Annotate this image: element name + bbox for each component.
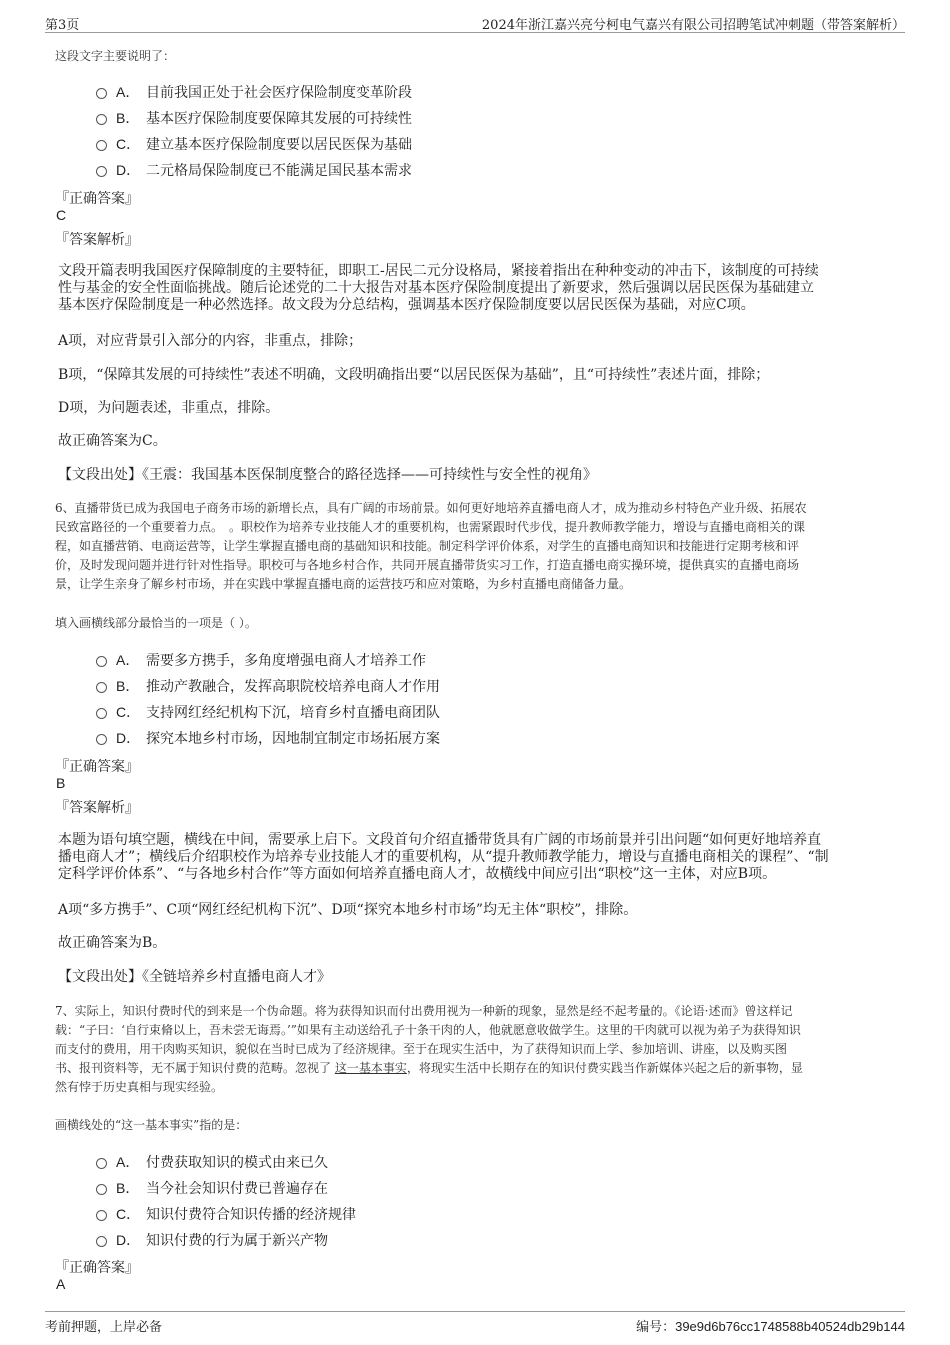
radio-icon[interactable] — [96, 1184, 107, 1195]
q5-point-d: D项，为问题表述，非重点，排除。 — [58, 400, 280, 416]
q6-conclusion: 故正确答案为B。 — [58, 935, 167, 951]
radio-icon[interactable] — [96, 734, 107, 745]
radio-icon[interactable] — [96, 1158, 107, 1169]
radio-icon[interactable] — [96, 166, 107, 177]
footer-slogan: 考前押题，上岸必备 — [45, 1320, 163, 1335]
q7-answer: A — [56, 1276, 66, 1292]
q6-point-acd: A项“多方携手”、C项“网红经纪机构下沉”、D项“探究本地乡村市场”均无主体“职校”，排除。 — [58, 902, 638, 918]
radio-icon[interactable] — [96, 1236, 107, 1247]
radio-icon[interactable] — [96, 88, 107, 99]
radio-icon[interactable] — [96, 656, 107, 667]
q5-source: 【文段出处】《王震：我国基本医保制度整合的路径选择——可持续性与安全性的视角》 — [58, 467, 597, 483]
q6-prompt: 填入画横线部分最恰当的一项是（ ）。 — [55, 616, 257, 630]
radio-icon[interactable] — [96, 682, 107, 693]
page-footer — [45, 1311, 905, 1336]
q5-answer: C — [56, 207, 67, 223]
q5-conclusion: 故正确答案为C。 — [58, 433, 167, 449]
radio-icon[interactable] — [96, 140, 107, 151]
page-header — [45, 10, 905, 33]
q5-analysis: 文段开篇表明我国医疗保障制度的主要特征，即职工-居民二元分设格局，紧接着指出在种种变动的冲击下，该制度的可持续 性与基金的安全性面临挑战。随后论述党的二十大报告对基本医疗保险制度提出了新要求，然后强调以居民医保为基础建立 基本医疗保险制度是一种必然选择。故文段为分总结构，强调基本医疗保险制度要以居民医保为基础，对应C项。 — [58, 263, 819, 313]
q6-answer-label: 『正确答案』 — [55, 759, 139, 775]
q6-answer: B — [56, 775, 66, 791]
q6-passage: 6、直播带货已成为我国电子商务市场的新增长点，具有广阔的市场前景。如何更好地培养直播电商人才，成为推动乡村特色产业升级、拓展农 民致富路径的一个重要着力点。 。职校作为培养专业技能人才的重要机构，也需紧跟时代步伐，提升教师教学能力，增设与直播电商相关的课 程，如直播营销、电商运营等，让学生掌握直播电商的基础知识和技能。制定科学评价体系，对学生的直播电商知识和技能进行定期考核和评 价，及时发现问题并进行针对性指导。职校可与各地乡村合作，共同开展直播带货实习工作，打造直播电商实操环境，提供真实的直播电商场 景，让学生亲身了解乡村市场，并在实践中掌握直播电商的运营技巧和应对策略，为乡村直播电商储备力量。 — [55, 501, 807, 591]
footer-code: 编号：39e9d6b76cc1748588b40524db29b144 — [636, 1319, 905, 1335]
q5-prompt: 这段文字主要说明了： — [55, 49, 176, 63]
q5-point-b: B项，“保障其发展的可持续性”表述不明确，文段明确指出要“以居民医保为基础”，且“可持续性”表述片面，排除； — [58, 367, 770, 383]
radio-icon[interactable] — [96, 114, 107, 125]
q5-point-a: A项，对应背景引入部分的内容，非重点，排除； — [58, 333, 363, 349]
q5-analysis-label: 『答案解析』 — [55, 232, 139, 248]
q6-analysis: 本题为语句填空题，横线在中间，需要承上启下。文段首句介绍直播带货具有广阔的市场前景并引出问题“如何更好地培养直 播电商人才”；横线后介绍职校作为培养专业技能人才的重要机构，从“提升教师教学能力，增设与直播电商相关的课程”、“制 定科学评价体系”、“与各地乡村合作”等方面如何培养直播电商人才，故横线中间应引出“职校”这一主体，对应B项。 — [58, 832, 829, 882]
radio-icon[interactable] — [96, 708, 107, 719]
q6-source: 【文段出处】《全链培养乡村直播电商人才》 — [58, 969, 331, 985]
q7-answer-label: 『正确答案』 — [55, 1260, 139, 1276]
q7-prompt: 画横线处的“这一基本事实”指的是： — [55, 1118, 248, 1132]
q7-passage: 7、实际上，知识付费时代的到来是一个伪命题。将为获得知识而付出费用视为一种新的现象，显然是经不起考量的。《论语·述而》曾这样记 载：“子曰：‘自行束脩以上，吾未尝无诲焉。’”如果有主动送给孔子十条干肉的人，他就愿意收做学生。这里的干肉就可以视为弟子为获得知识 而支付的费用，用干肉购买知识，貌似在当时已成为了经济规律。至于在现实生活中，为了获得知识而上学、参加培训、讲座，以及购买图 书、报刊资料等，无不属于知识付费的范畴。忽视了 这一基本事实，将现实生活中长期存在的知识付费实践当作新媒体兴起之后的新事物，显 然有悖于历史真相与现实经验。 — [55, 1004, 803, 1094]
q5-answer-label: 『正确答案』 — [55, 191, 139, 207]
underlined-phrase: 这一基本事实 — [334, 1061, 407, 1075]
q6-analysis-label: 『答案解析』 — [55, 800, 139, 816]
document-title: 2024年浙江嘉兴亮兮柯电气嘉兴有限公司招聘笔试冲刺题（带答案解析） — [481, 18, 905, 33]
page-number: 第3页 — [45, 18, 80, 33]
radio-icon[interactable] — [96, 1210, 107, 1221]
